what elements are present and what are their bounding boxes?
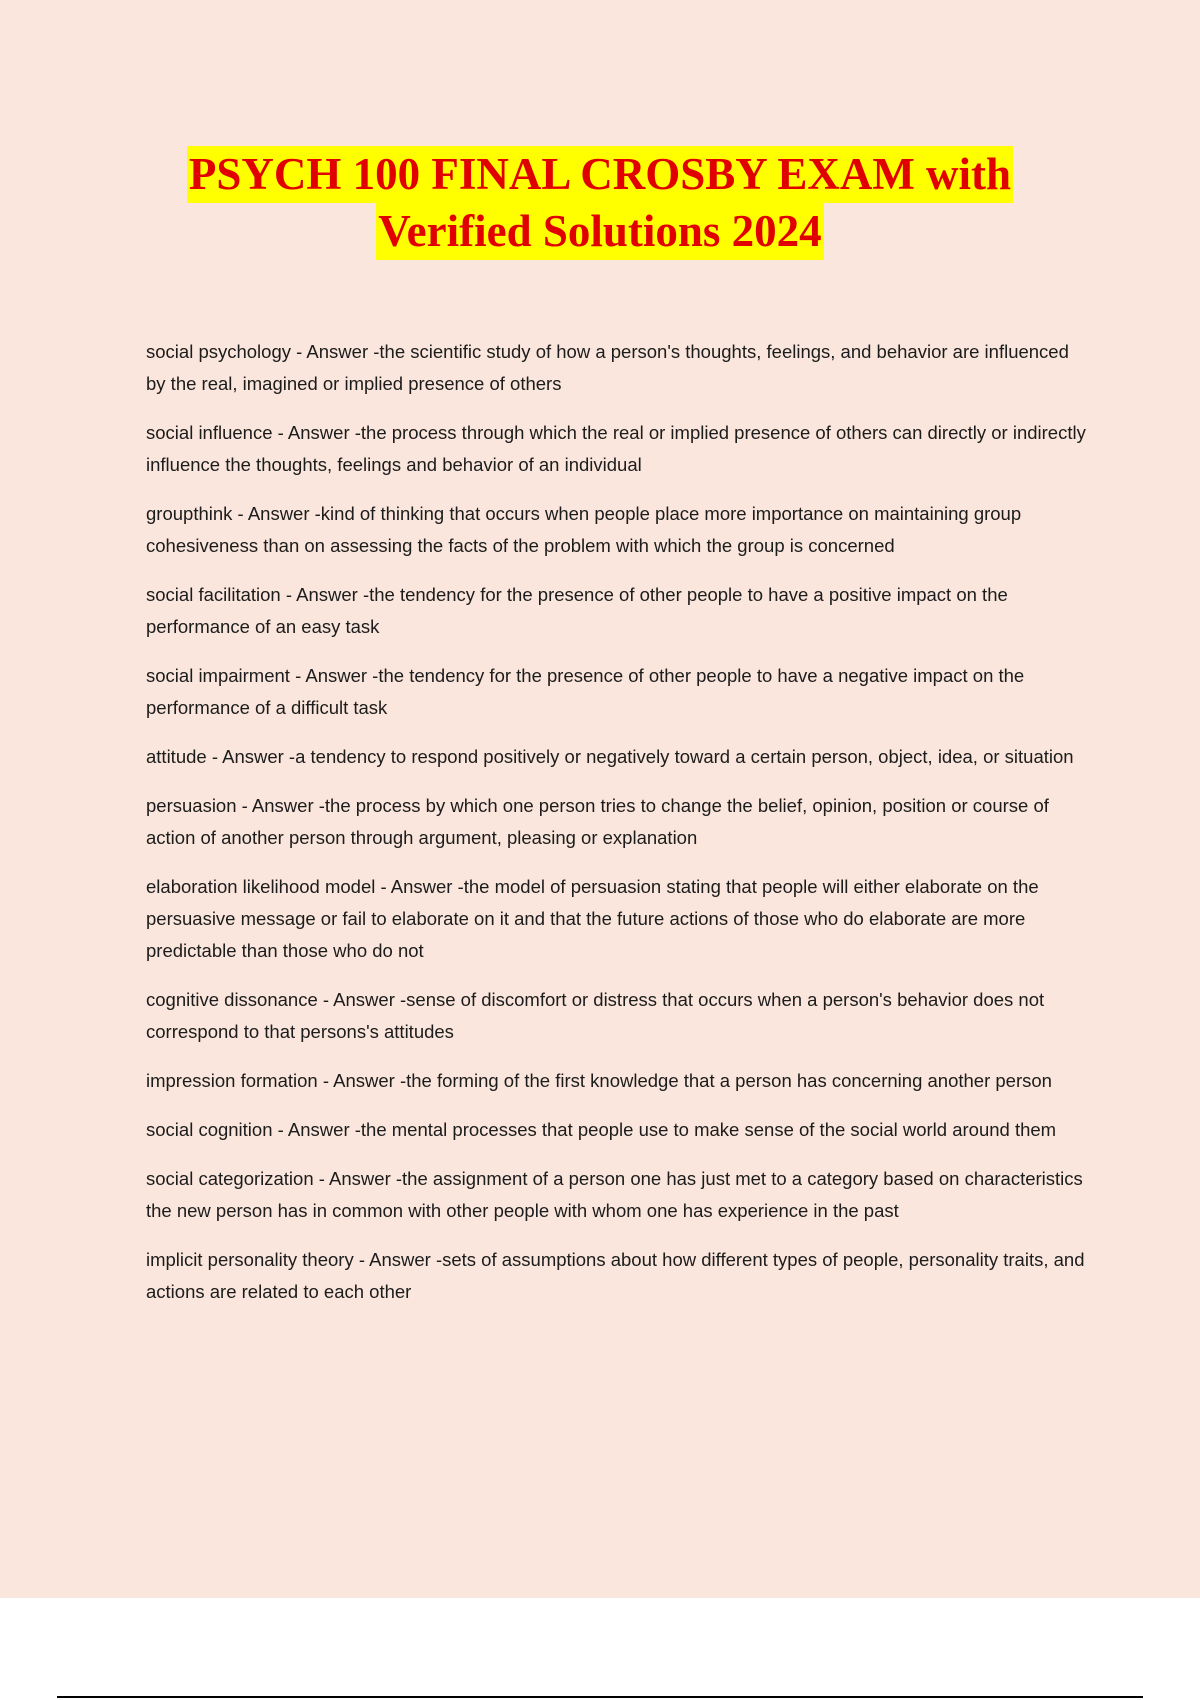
footer-divider [57, 1696, 1143, 1698]
qa-entry: impression formation - Answer -the forming of the first knowledge that a person has concerning another person [146, 1070, 1052, 1091]
qa-entry: cognitive dissonance - Answer -sense of discomfort or distress that occurs when a person's behavior does not correspond to that persons's attitudes [146, 989, 1045, 1042]
qa-entry: social cognition - Answer -the mental processes that people use to make sense of the social world around them [146, 1119, 1057, 1140]
qa-entry: social psychology - Answer -the scientific study of how a person's thoughts, feelings, and behavior are influenced by the real, imagined or implied presence of others [146, 341, 1069, 394]
qa-entry: implicit personality theory - Answer -sets of assumptions about how different types of people, personality traits, and actions are related to each other [146, 1249, 1085, 1302]
qa-entry: persuasion - Answer -the process by which one person tries to change the belief, opinion, position or course of action of another person through argument, pleasing or explanation [146, 795, 1049, 848]
qa-entry: social categorization - Answer -the assignment of a person one has just met to a category based on characteristics the new person has in common with other people with whom one has experience in the past [146, 1168, 1083, 1221]
qa-entry: attitude - Answer -a tendency to respond positively or negatively toward a certain person, object, idea, or situation [146, 746, 1074, 767]
qa-entry-list [146, 336, 1091, 1325]
title-line-1: PSYCH 100 FINAL CROSBY EXAM with [187, 146, 1013, 203]
title-line-2: Verified Solutions 2024 [376, 203, 823, 260]
qa-entry: groupthink - Answer -kind of thinking that occurs when people place more importance on maintaining group cohesiveness than on assessing the facts of the problem with which the group is concerned [146, 503, 1022, 556]
qa-entry: social impairment - Answer -the tendency for the presence of other people to have a negative impact on the performance of a difficult task [146, 665, 1025, 718]
qa-entry: social facilitation - Answer -the tendency for the presence of other people to have a positive impact on the performance of an easy task [146, 584, 1008, 637]
document-title [0, 146, 1200, 260]
qa-entry: elaboration likelihood model - Answer -the model of persuasion stating that people will either elaborate on the persuasive message or fail to elaborate on it and that the future actions of those who do elaborate are more predictable than those who do not [146, 876, 1039, 961]
qa-entry: social influence - Answer -the process through which the real or implied presence of others can directly or indirectly influence the thoughts, feelings and behavior of an individual [146, 422, 1086, 475]
